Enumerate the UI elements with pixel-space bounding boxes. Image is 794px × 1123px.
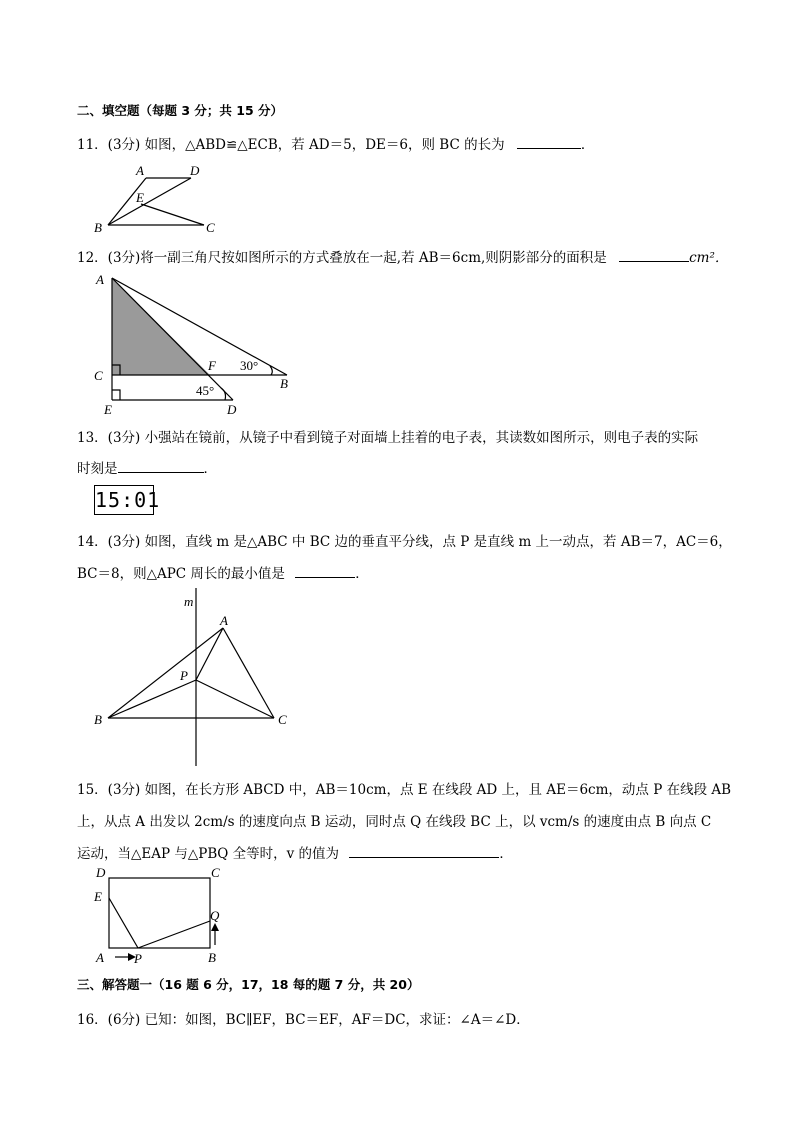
label-P: P xyxy=(180,668,188,683)
question-12 xyxy=(77,246,728,266)
label-C: C xyxy=(211,865,220,880)
question-16: 16．(6分) 已知：如图，BC∥EF，BC＝EF，AF＝DC，求证：∠A＝∠D． xyxy=(77,1012,530,1028)
label-A: A xyxy=(136,163,144,178)
label-B: B xyxy=(280,376,288,391)
angle-45-label: 45° xyxy=(196,383,215,398)
label-E: E xyxy=(136,190,144,205)
label-A: A xyxy=(96,950,104,965)
question-14-line-2 xyxy=(77,562,369,582)
period: ． xyxy=(203,461,217,477)
question-15-line-3 xyxy=(77,842,513,862)
mirror-clock: 15:01 xyxy=(94,485,154,515)
label-D: D xyxy=(190,163,200,178)
label-D: D xyxy=(96,865,106,880)
answer-blank-14[interactable] xyxy=(295,565,355,578)
label-C: C xyxy=(206,220,215,235)
answer-blank-15[interactable] xyxy=(349,845,499,858)
unit-cm2: cm²． xyxy=(689,250,729,266)
question-11-text: 11．(3分) 如图，△ABD≌△ECB，若 AD＝5，DE＝6，则 BC 的长为 xyxy=(77,137,505,153)
figure-11 xyxy=(90,160,230,235)
section-3-title: 三、解答题一（16 题 6 分，17，18 每的题 7 分，共 20） xyxy=(77,977,420,992)
figure-12 xyxy=(90,270,300,420)
answer-blank-12[interactable] xyxy=(619,249,689,262)
angle-30-label: 30° xyxy=(240,358,259,373)
label-B: B xyxy=(208,950,216,965)
question-15-line-2: 上，从点 A 出发以 2cm/s 的速度向点 B 运动，同时点 Q 在线段 BC 上，以 vcm/s 的速度由点 B 向点 C xyxy=(77,814,712,830)
question-15-line-1: 15．(3分) 如图，在长方形 ABCD 中，AB＝10cm，点 E 在线段 AD 上，且 AE＝6cm，动点 P 在线段 AB xyxy=(77,782,732,798)
question-13-line-2 xyxy=(77,457,217,477)
figure-15 xyxy=(90,865,230,965)
label-C: C xyxy=(94,368,103,383)
label-C: C xyxy=(278,712,287,727)
period: ． xyxy=(355,566,369,582)
label-B: B xyxy=(94,712,102,727)
period: ． xyxy=(499,846,513,862)
label-A: A xyxy=(220,613,228,628)
answer-blank-13[interactable] xyxy=(118,460,204,473)
label-E: E xyxy=(104,402,112,417)
figure-14 xyxy=(90,588,300,768)
answer-blank-11[interactable] xyxy=(517,136,581,149)
label-D: D xyxy=(227,402,237,417)
question-15-text: 运动，当△EAP 与△PBQ 全等时，v 的值为 xyxy=(77,846,340,862)
question-11 xyxy=(77,133,594,153)
label-F: F xyxy=(208,358,216,373)
label-m: m xyxy=(184,594,194,609)
question-12-text: 12．(3分)将一副三角尺按如图所示的方式叠放在一起,若 AB＝6cm,则阴影部分的面积是 xyxy=(77,250,607,266)
period: ． xyxy=(580,137,595,153)
section-2-title: 二、填空题（每题 3 分；共 15 分） xyxy=(77,103,284,118)
label-A: A xyxy=(96,272,104,287)
label-E: E xyxy=(94,889,102,904)
label-B: B xyxy=(94,220,102,235)
question-13-text: 时刻是 xyxy=(77,461,118,477)
label-Q: Q xyxy=(210,908,220,923)
label-P: P xyxy=(134,951,142,966)
question-14-line-1: 14．(3分) 如图，直线 m 是△ABC 中 BC 边的垂直平分线，点 P 是直线 m 上一动点，若 AB＝7，AC＝6， xyxy=(77,534,732,550)
question-14-text: BC＝8，则△APC 周长的最小值是 xyxy=(77,566,285,582)
question-13-line-1: 13．(3分) 小强站在镜前，从镜子中看到镜子对面墙上挂着的电子表，其读数如图所示，则电子表的实际 xyxy=(77,430,699,446)
